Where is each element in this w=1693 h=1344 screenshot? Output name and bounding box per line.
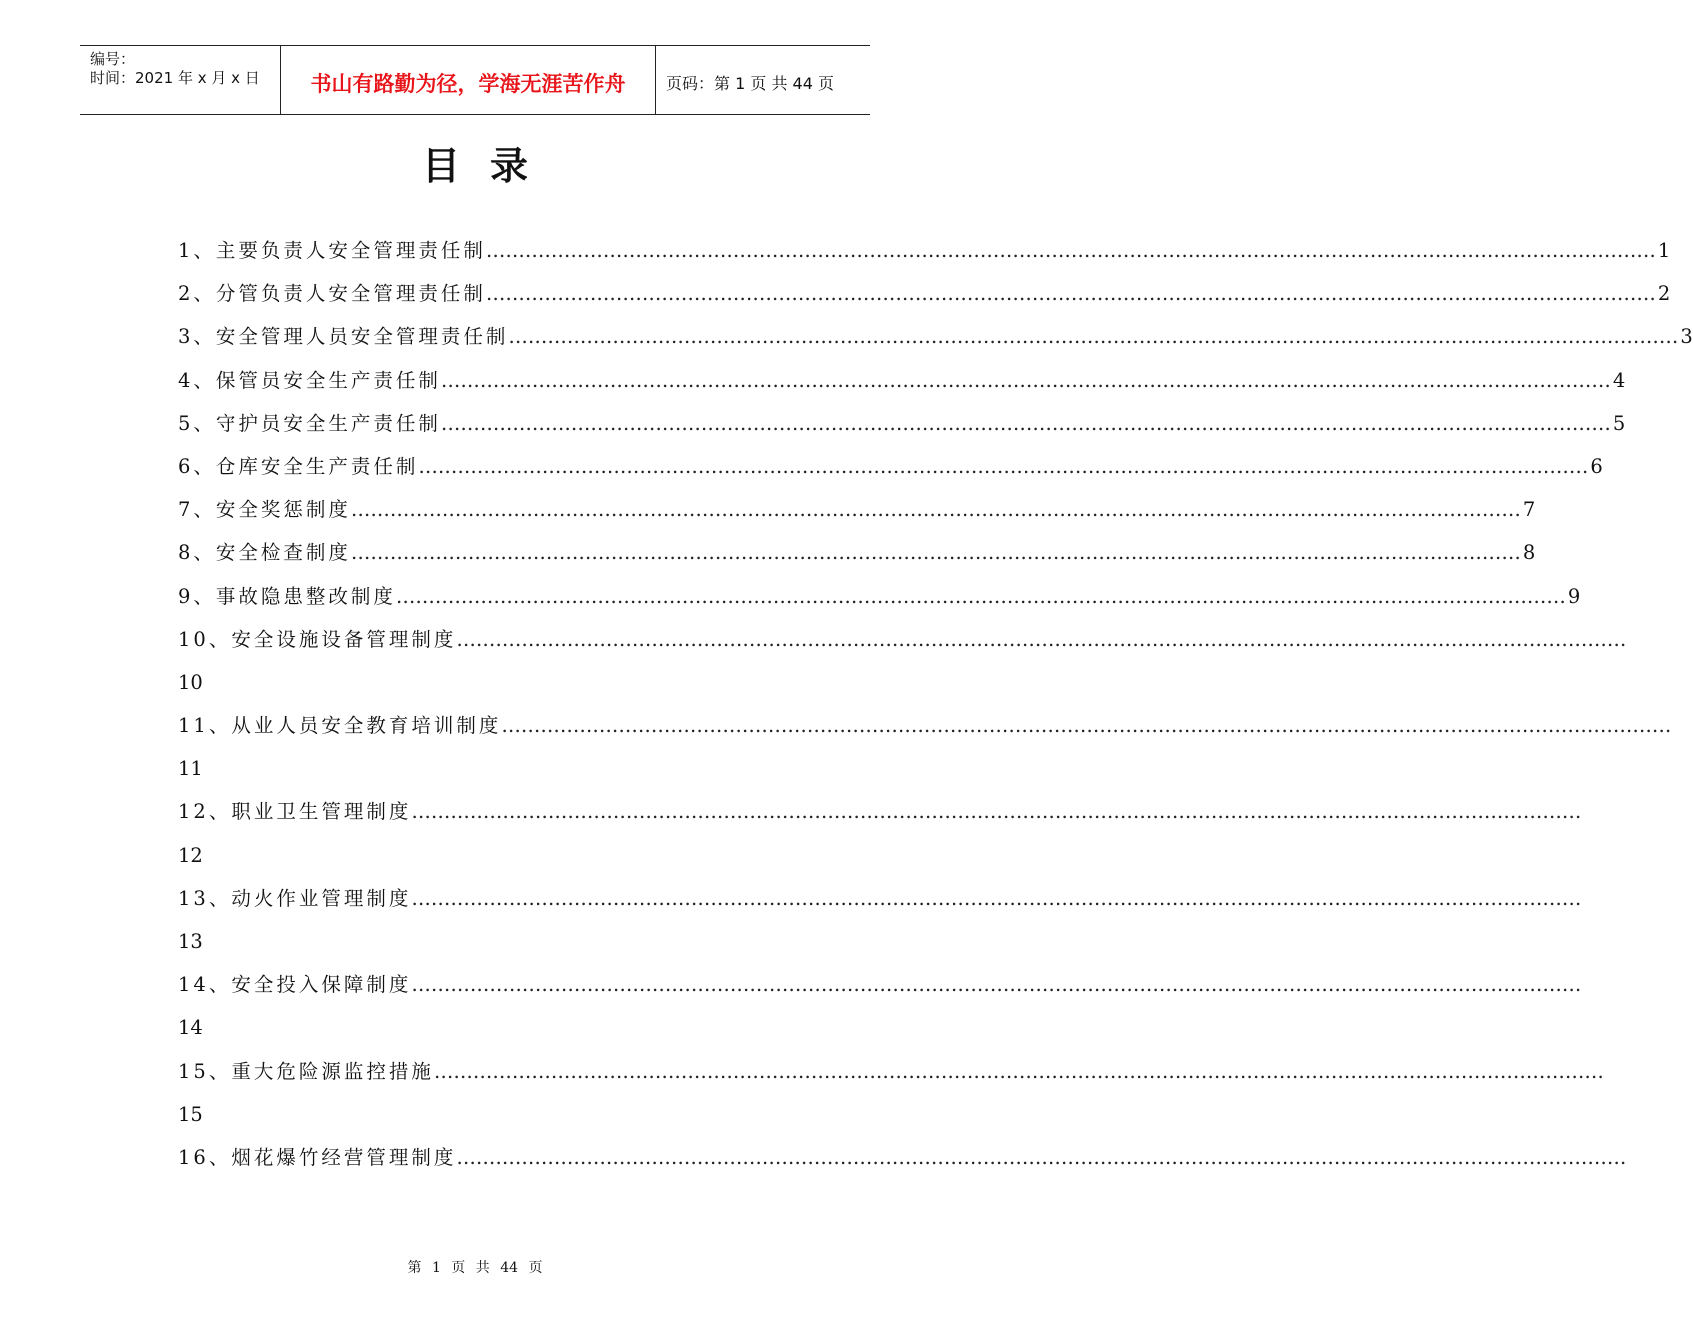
toc-entry-label: 1、主要负责人安全管理责任制 xyxy=(178,239,486,262)
toc-entry-label: 4、保管员安全生产责任制 xyxy=(178,368,441,392)
document-header xyxy=(80,45,870,115)
table-of-contents xyxy=(178,233,1693,1183)
toc-entry[interactable] xyxy=(178,535,1536,578)
toc-leader-dots: ……………………………………………………………………………………………………………………………………………………………… xyxy=(456,627,1627,651)
toc-entry-page: 6 xyxy=(1590,454,1603,478)
toc-entry[interactable] xyxy=(178,363,1626,406)
document-date-label: 时间：2021 年 x 月 x 日 xyxy=(90,69,260,87)
toc-entry-page: 8 xyxy=(1522,541,1536,565)
toc-entry[interactable] xyxy=(178,794,1582,837)
toc-entry-page: 7 xyxy=(1522,498,1536,522)
toc-entry-label: 6、仓库安全生产责任制 xyxy=(178,454,419,478)
page-title: 目录 xyxy=(421,143,558,188)
toc-leader-dots: ……………………………………………………………………………………………………………………………………………………………… xyxy=(433,1059,1604,1083)
toc-entry-page: 4 xyxy=(1612,368,1626,392)
toc-entry[interactable] xyxy=(178,406,1626,449)
toc-leader-dots: ……………………………………………………………………………………………………………………………………………………………… xyxy=(440,411,1611,435)
toc-entry-page: 13 xyxy=(178,930,203,953)
toc-leader-dots: ……………………………………………………………………………………………………………………………………………………………… xyxy=(411,973,1582,997)
toc-entry-label: 13、动火作业管理制度 xyxy=(178,886,412,910)
toc-entry-label: 15、重大危险源监控措施 xyxy=(178,1059,434,1083)
toc-entry[interactable] xyxy=(178,319,1693,362)
toc-entry-page: 14 xyxy=(178,1016,203,1040)
document-number-label: 编号： xyxy=(90,50,136,68)
header-motto: 书山有路勤为径，学海无涯苦作舟 xyxy=(310,72,626,96)
toc-entry[interactable] xyxy=(178,449,1603,492)
toc-entry-label: 5、守护员安全生产责任制 xyxy=(178,411,441,435)
toc-entry-page: 12 xyxy=(178,843,203,867)
page-footer: 第 1 页 共 44 页 xyxy=(407,1260,543,1276)
toc-entry-label: 2、分管负责人安全管理责任制 xyxy=(178,282,486,306)
toc-entry-label: 9、事故隐患整改制度 xyxy=(178,584,396,608)
toc-entry[interactable] xyxy=(178,492,1536,535)
toc-leader-dots: ……………………………………………………………………………………………………………………………………………………………… xyxy=(440,368,1611,392)
toc-leader-dots: ……………………………………………………………………………………………………………………………………………………………… xyxy=(350,498,1521,522)
toc-leader-dots: ……………………………………………………………………………………………………………………………………………………………… xyxy=(501,714,1672,738)
header-page-cell xyxy=(656,46,870,114)
toc-entry[interactable] xyxy=(178,967,1582,1010)
toc-entry[interactable] xyxy=(178,708,1672,751)
toc-entry-label: 8、安全检查制度 xyxy=(178,541,351,565)
toc-entry-label: 3、安全管理人员安全管理责任制 xyxy=(178,325,509,349)
toc-leader-dots: ……………………………………………………………………………………………………………………………………………………………… xyxy=(456,1145,1627,1169)
toc-leader-dots: ……………………………………………………………………………………………………………………………………………………………… xyxy=(485,282,1656,306)
toc-leader-dots: ……………………………………………………………………………………………………………………………………………………………… xyxy=(418,454,1589,478)
toc-entry[interactable] xyxy=(178,1140,1627,1183)
toc-entry[interactable] xyxy=(178,579,1581,622)
toc-entry-label: 12、职业卫生管理制度 xyxy=(178,800,412,824)
toc-entry-page: 10 xyxy=(178,670,203,694)
toc-entry-label: 7、安全奖惩制度 xyxy=(178,498,351,522)
toc-entry-page: 2 xyxy=(1657,282,1671,306)
toc-leader-dots: ……………………………………………………………………………………………………………………………………………………………… xyxy=(411,886,1582,910)
toc-entry[interactable] xyxy=(178,1054,1604,1097)
toc-entry[interactable] xyxy=(178,622,1627,665)
toc-entry-page: 3 xyxy=(1680,325,1693,349)
toc-entry-page: 5 xyxy=(1612,411,1626,435)
toc-entry[interactable] xyxy=(178,276,1671,319)
toc-leader-dots: ……………………………………………………………………………………………………………………………………………………………… xyxy=(411,800,1582,824)
toc-entry-label: 11、从业人员安全教育培训制度 xyxy=(178,714,502,738)
toc-entry-page: 1 xyxy=(1657,239,1671,262)
toc-entry-page: 9 xyxy=(1567,584,1581,608)
header-page-info: 页码：第 1 页 共 44 页 xyxy=(666,74,834,93)
toc-entry-page: 15 xyxy=(178,1102,203,1126)
toc-leader-dots: ……………………………………………………………………………………………………………………………………………………………… xyxy=(485,239,1656,262)
toc-entry-page: 11 xyxy=(178,757,203,781)
header-motto-cell xyxy=(281,46,656,114)
header-meta-cell xyxy=(80,46,281,114)
toc-leader-dots: ……………………………………………………………………………………………………………………………………………………………… xyxy=(395,584,1566,608)
toc-entry[interactable] xyxy=(178,881,1582,924)
toc-entry[interactable] xyxy=(178,233,1671,276)
toc-entry-label: 16、烟花爆竹经营管理制度 xyxy=(178,1145,457,1169)
toc-leader-dots: ……………………………………………………………………………………………………………………………………………………………… xyxy=(508,325,1679,349)
toc-leader-dots: ……………………………………………………………………………………………………………………………………………………………… xyxy=(350,541,1521,565)
toc-entry-label: 10、安全设施设备管理制度 xyxy=(178,627,457,651)
toc-entry-label: 14、安全投入保障制度 xyxy=(178,973,412,997)
